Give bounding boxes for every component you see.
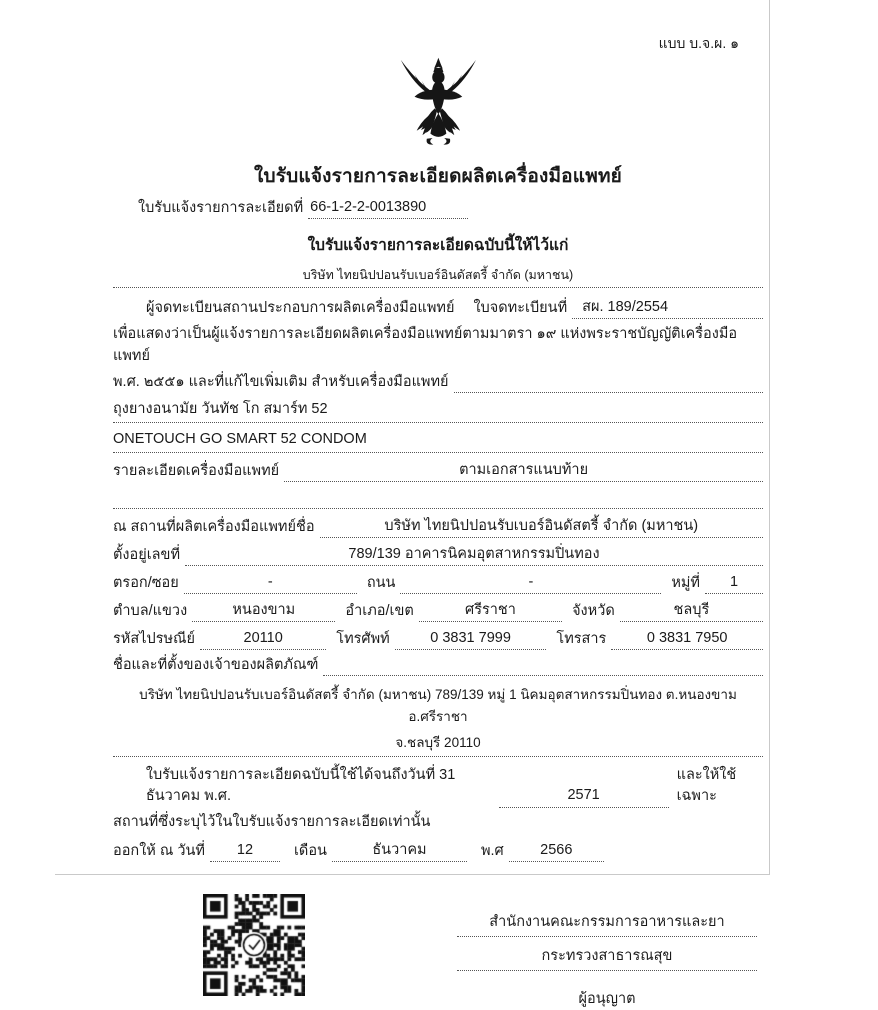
owner-heading: ชื่อและที่ตั้งของเจ้าของผลิตภัณฑ์	[113, 656, 319, 673]
issue-prefix: ออกให้ ณ วันที่	[113, 842, 205, 859]
road-label: ถนน	[366, 574, 396, 591]
device-details-label: รายละเอียดเครื่องมือแพทย์	[113, 462, 280, 479]
receipt-number-row	[113, 197, 763, 219]
registration-row	[113, 297, 763, 319]
cert-number-value: สผ. 189/2554	[572, 297, 763, 319]
site-name-row	[113, 516, 763, 538]
province-value: ชลบุรี	[620, 600, 763, 622]
statement-line3-dotted-fill	[454, 374, 763, 393]
signature-block	[457, 910, 757, 1010]
site-postcode-row	[113, 628, 763, 650]
signature-org1: สำนักงานคณะกรรมการอาหารและยา	[457, 910, 757, 937]
postcode-value: 20110	[200, 628, 326, 650]
statement-line3: พ.ศ. ๒๕๕๑ และที่แก้ไขเพิ่มเติม สำหรับเครื่องมือแพทย์	[113, 373, 449, 390]
receipt-number-value: 66-1-2-2-0013890	[308, 197, 468, 219]
phone-label: โทรศัพท์	[336, 630, 390, 647]
owner-heading-dotted-fill	[323, 657, 763, 676]
statement-line2: เพื่อแสดงว่าเป็นผู้แจ้งรายการละเอียดผลิตเครื่องมือแพทย์ตามมาตรา ๑๙ แห่งพระราชบัญญัติเครื่องมือแพทย์	[113, 326, 738, 364]
road-value: -	[400, 572, 661, 594]
site-name-value: บริษัท ไทยนิปปอนรับเบอร์อินดัสตรี้ จำกัด (มหาชน)	[320, 516, 763, 538]
fax-value: 0 3831 7950	[611, 628, 763, 650]
issue-month: ธันวาคม	[332, 840, 467, 862]
device-name-th: ถุงยางอนามัย วันทัช โก สมาร์ท 52	[113, 400, 328, 417]
form-code: แบบ บ.จ.ผ. ๑	[658, 35, 739, 51]
device-details-row	[113, 460, 763, 482]
soi-label: ตรอก/ซอย	[113, 574, 179, 591]
issue-month-label: เดือน	[293, 842, 327, 859]
issue-era-label: พ.ศ	[480, 842, 504, 859]
validity-year: 2571	[499, 785, 669, 808]
province-label: จังหวัด	[572, 602, 615, 619]
district-label: อำเภอ/เขต	[345, 602, 414, 619]
bottom-section	[113, 894, 763, 1010]
moo-value: 1	[705, 572, 763, 594]
site-soi-road-moo-row	[113, 572, 763, 594]
device-name-th-row	[113, 399, 763, 423]
document-title: ใบรับแจ้งรายการละเอียดผลิตเครื่องมือแพทย์	[253, 166, 623, 187]
owner-address-line2: จ.ชลบุรี 20110	[113, 731, 763, 757]
issue-date-row	[113, 840, 763, 862]
validity-suffix: และให้ใช้เฉพาะ	[676, 766, 737, 805]
garuda-emblem-icon	[113, 57, 763, 153]
document-content	[113, 0, 763, 1010]
validity-row	[113, 765, 763, 809]
page-edge-right	[769, 0, 770, 875]
phone-value: 0 3831 7999	[395, 628, 547, 650]
fax-label: โทรสาร	[556, 630, 607, 647]
qr-box	[203, 894, 305, 1010]
statement-line3-row	[113, 372, 763, 393]
issued-to-company: บริษัท ไทยนิปปอนรับเบอร์อินดัสตรี้ จำกัด (มหาชน)	[302, 268, 574, 283]
subdistrict-label: ตำบล/แขวง	[113, 602, 188, 619]
receipt-number-label: ใบรับแจ้งรายการละเอียดที่	[138, 200, 304, 216]
owner-address-line1: บริษัท ไทยนิปปอนรับเบอร์อินดัสตรี้ จำกัด (มหาชน) 789/139 หมู่ 1 นิคมอุตสาหกรรมปิ่นทอง ต.หนองขาม อ.ศรีราชา	[139, 686, 737, 724]
device-name-en: ONETOUCH GO SMART 52 CONDOM	[113, 430, 367, 447]
district-value: ศรีราชา	[419, 600, 562, 622]
soi-value: -	[184, 572, 357, 594]
registrant-label: ผู้จดทะเบียนสถานประกอบการผลิตเครื่องมือแพทย์	[146, 300, 455, 317]
validity-line2: สถานที่ซึ่งระบุไว้ในใบรับแจ้งรายการละเอียดเท่านั้น	[113, 814, 431, 831]
site-address-label: ตั้งอยู่เลขที่	[113, 546, 181, 563]
signature-org2: กระทรวงสาธารณสุข	[457, 944, 757, 971]
device-details-value: ตามเอกสารแนบท้าย	[284, 460, 763, 482]
issue-year: 2566	[509, 840, 604, 862]
issue-day: 12	[210, 840, 280, 862]
issued-to-heading: ใบรับแจ้งรายการละเอียดฉบับนี้ให้ไว้แก่	[307, 237, 569, 255]
site-address-value: 789/139 อาคารนิคมอุตสาหกรรมปิ่นทอง	[185, 544, 763, 566]
subdistrict-value: หนองขาม	[192, 600, 335, 622]
site-name-label: ณ สถานที่ผลิตเครื่องมือแพทย์ชื่อ	[113, 518, 315, 535]
validity-prefix: ใบรับแจ้งรายการละเอียดฉบับนี้ใช้ได้จนถึงวันที่ 31 ธันวาคม พ.ศ.	[145, 766, 456, 805]
section-divider-dotted	[113, 508, 763, 509]
device-name-en-row	[113, 429, 763, 453]
issued-to-underline	[113, 287, 763, 288]
cert-number-label: ใบจดทะเบียนที่	[473, 300, 568, 317]
owner-heading-row	[113, 655, 763, 676]
site-subdistrict-row	[113, 600, 763, 622]
qr-code	[203, 894, 305, 996]
signature-role: ผู้อนุญาต	[578, 990, 636, 1007]
site-address-row	[113, 544, 763, 566]
moo-label: หมู่ที่	[671, 574, 700, 591]
postcode-label: รหัสไปรษณีย์	[113, 630, 195, 647]
